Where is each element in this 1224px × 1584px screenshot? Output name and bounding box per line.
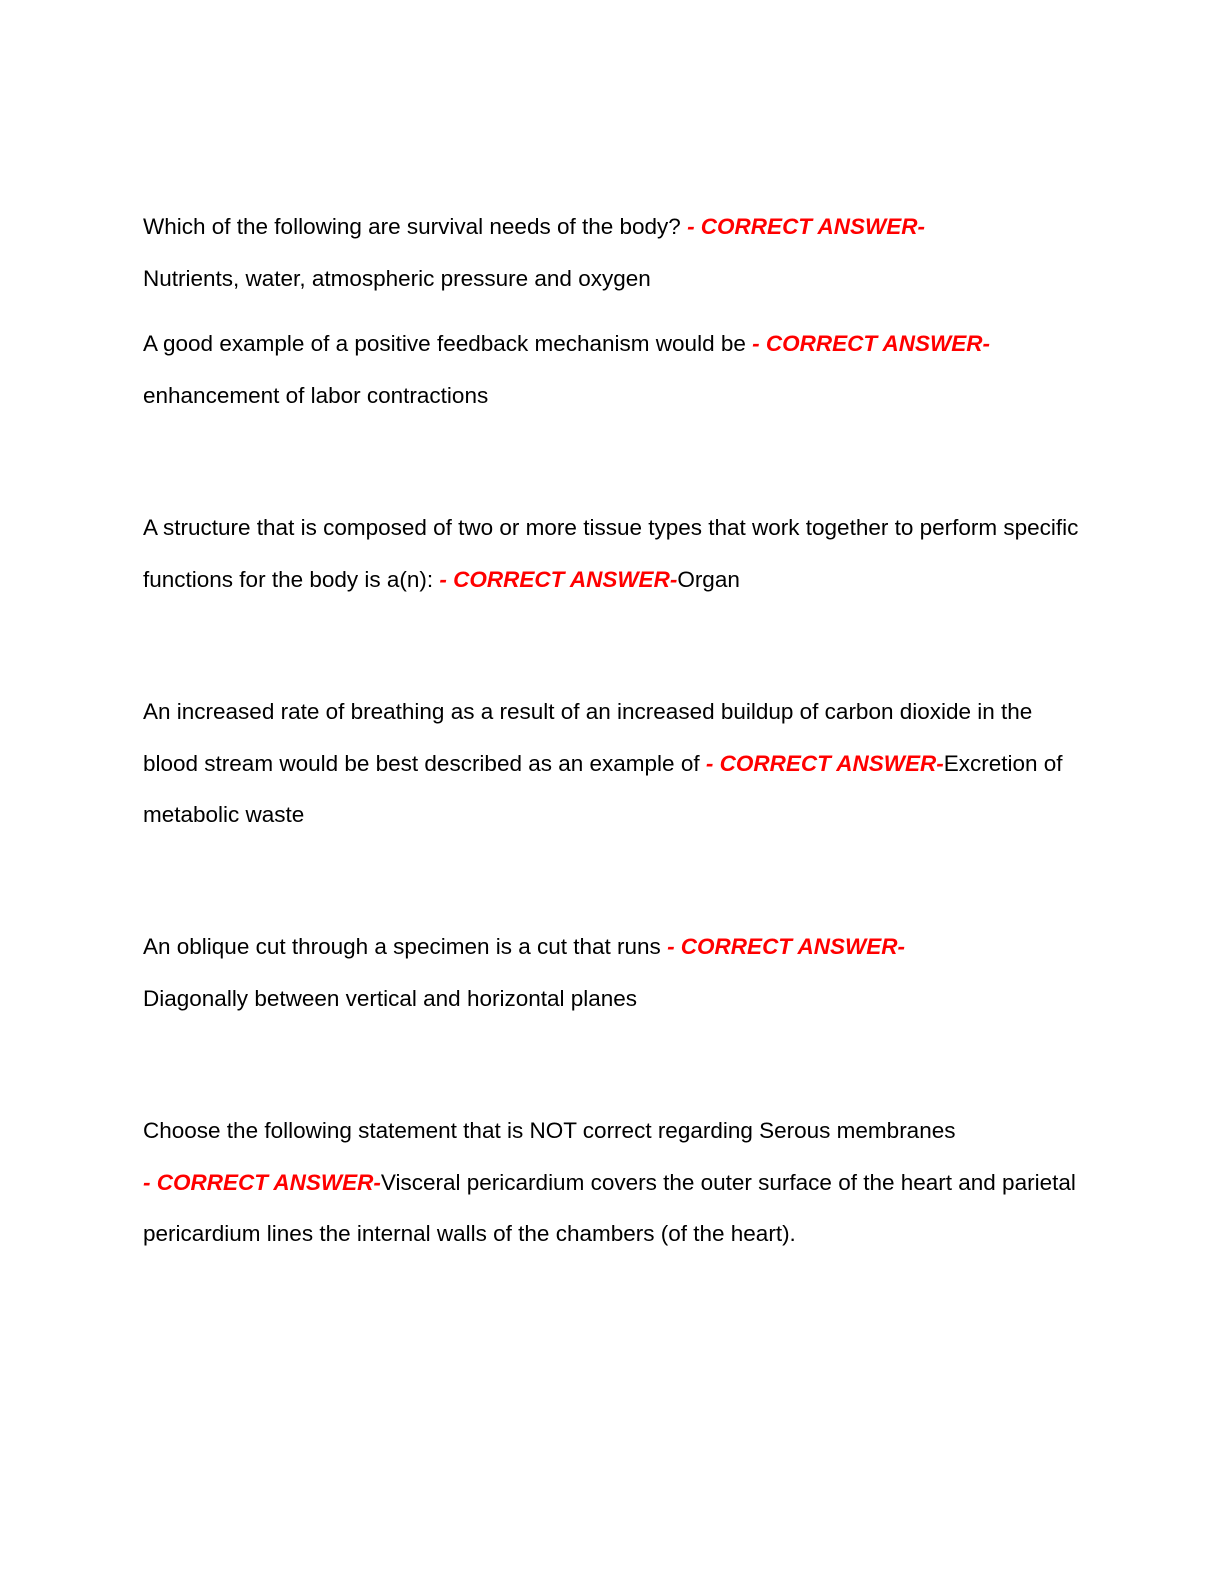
qa-item (143, 201, 1083, 304)
correct-answer-tag: - CORRECT ANSWER- (680, 214, 925, 239)
question-text: An increased rate of breathing as a result of an increased buildup of carbon dioxide in the blood stream would be best described as an example of (143, 699, 1033, 776)
answer-text: Nutrients, water, atmospheric pressure and oxygen (143, 265, 651, 291)
correct-answer-tag: - CORRECT ANSWER- (745, 331, 991, 356)
answer-text: Diagonally between vertical and horizontal planes (143, 985, 638, 1011)
question-text: A good example of a positive feedback mechanism would be (143, 331, 746, 356)
correct-answer-tag: - CORRECT ANSWER- (433, 566, 678, 592)
answer-text: Visceral pericardium covers the outer surface of the heart and parietal pericardium lines the internal walls of the chambers (of the heart). (143, 1169, 1076, 1246)
correct-answer-tag: - CORRECT ANSWER- (699, 750, 944, 776)
qa-item (143, 686, 1083, 841)
correct-answer-tag: - CORRECT ANSWER- (660, 934, 905, 959)
qa-item (143, 921, 1083, 1024)
question-text: Which of the following are survival needs of the body? (143, 214, 681, 239)
question-text: Choose the following statement that is NOT correct regarding Serous membranes (143, 1118, 956, 1143)
answer-text: Organ (677, 566, 740, 592)
answer-text: enhancement of labor contractions (143, 382, 489, 408)
question-text: An oblique cut through a specimen is a cut that runs (143, 934, 661, 959)
qa-item (143, 502, 1083, 605)
qa-item (143, 1105, 1083, 1260)
qa-item (143, 318, 1083, 421)
answer-text: Excretion of metabolic waste (143, 750, 1063, 827)
correct-answer-tag: - CORRECT ANSWER- (143, 1169, 381, 1195)
question-text: A structure that is composed of two or more tissue types that work together to perform specific functions for the body is a(n): (143, 515, 1079, 592)
